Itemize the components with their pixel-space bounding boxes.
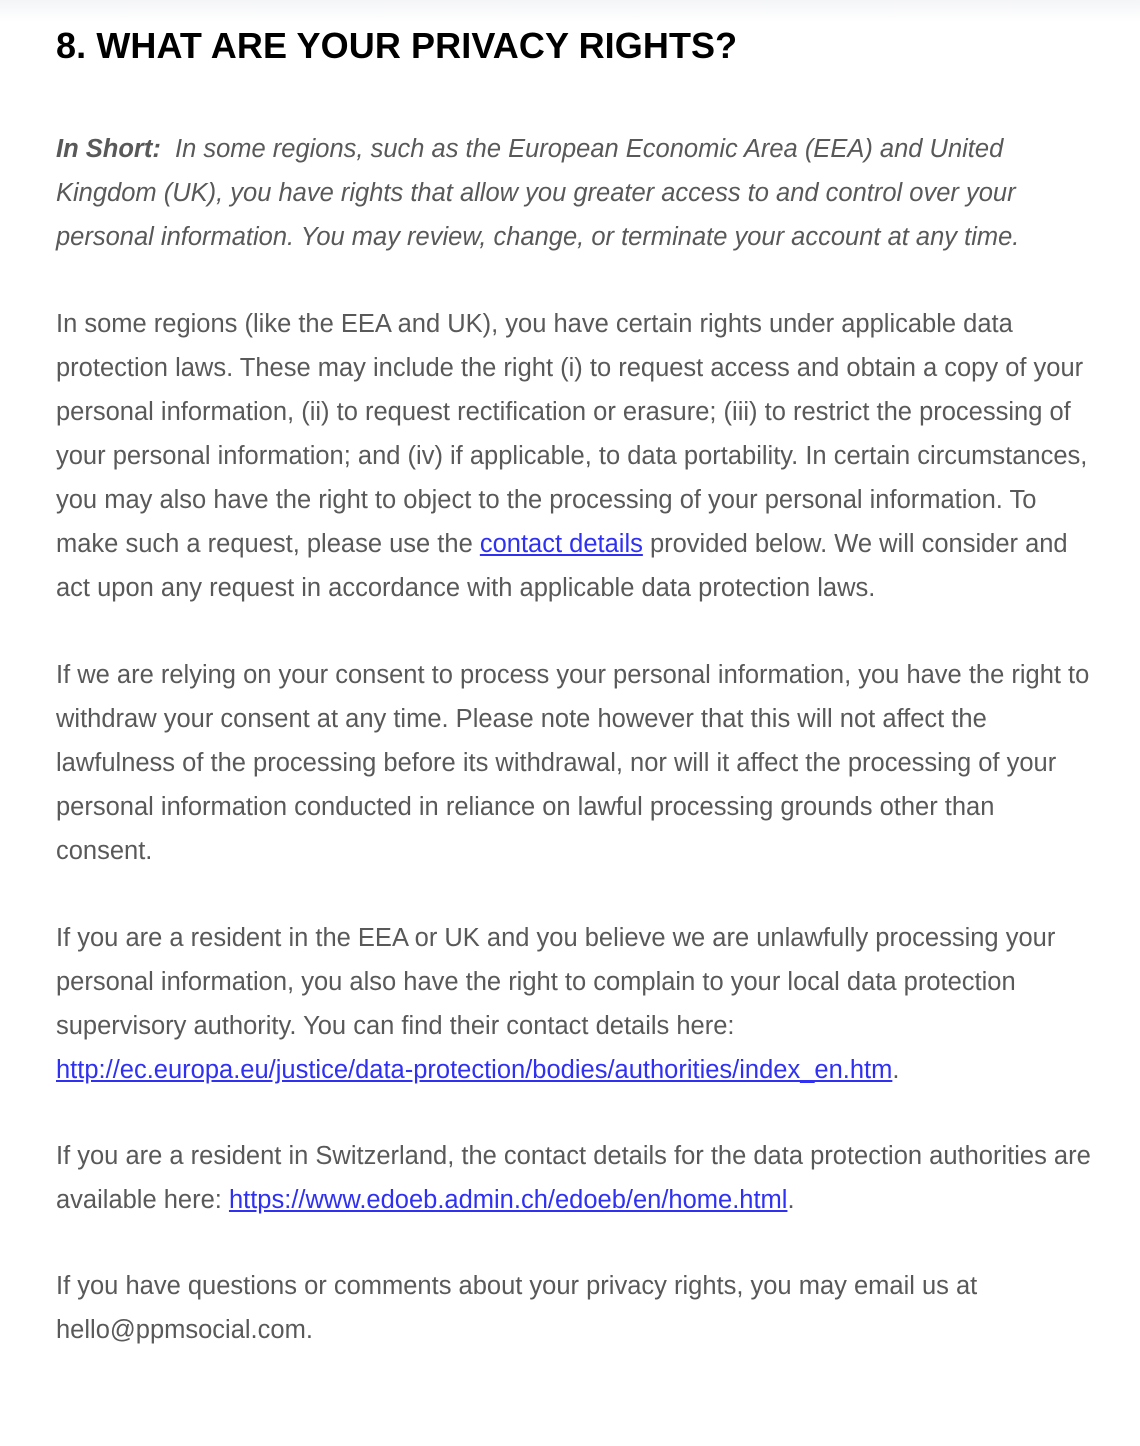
rights-text: In some regions (like the EEA and UK), you have certain rights under applicable data protection laws. These may include the right (i) to request access and obtain a copy of your personal information, (ii) to request rectification or erasure; (iii) to restrict the processing of your personal information; and (iv) if applicable, to data portability. In certain circumstances, you may also have the right to object to the processing of your personal information. To make such a request, please use the (56, 310, 1088, 558)
in-short-label: In Short: (56, 135, 161, 163)
switzerland-text: If you are a resident in Switzerland, the contact details for the data protection authorities are available here: (56, 1142, 1091, 1214)
eea-complaint-text: If you are a resident in the EEA or UK and you believe we are unlawfully processing your personal information, you also have the right to complain to your local data protection supervisory authority. You can find their contact details here: (56, 924, 1056, 1040)
rights-paragraph (56, 302, 1096, 610)
edoeb-link[interactable]: https://www.edoeb.admin.ch/edoeb/en/home.html (228, 1186, 788, 1214)
eea-complaint-period: . (892, 1056, 900, 1084)
contact-details-link[interactable]: contact details (479, 530, 643, 558)
questions-paragraph: If you have questions or comments about your privacy rights, you may email us at hello@ppmsocial.com. (56, 1272, 978, 1344)
rights-text-end: provided below. We will consider and act upon any request in accordance with applicable data protection laws. (56, 530, 1068, 602)
eu-authorities-link[interactable]: http://ec.europa.eu/justice/data-protection/bodies/authorities/index_en.htm (56, 1056, 893, 1084)
section-heading: 8. WHAT ARE YOUR PRIVACY RIGHTS? (56, 25, 738, 66)
switzerland-paragraph (56, 1134, 1096, 1222)
privacy-rights-section (56, 18, 1096, 1352)
consent-paragraph: If we are relying on your consent to process your personal information, you have the right to withdraw your consent at any time. Please note however that this will not affect the lawfulness of the processing before its withdrawal, nor will it affect the processing of your personal information conducted in reliance on lawful processing grounds other than consent. (56, 661, 1090, 865)
in-short-text: In some regions, such as the European Economic Area (EEA) and United Kingdom (UK), you have rights that allow you greater access to and control over your personal information. You may review, change, or terminate your account at any time. (56, 135, 1020, 251)
eea-complaint-paragraph (56, 916, 1096, 1092)
in-short-summary (56, 127, 1096, 259)
switzerland-period: . (787, 1186, 795, 1214)
